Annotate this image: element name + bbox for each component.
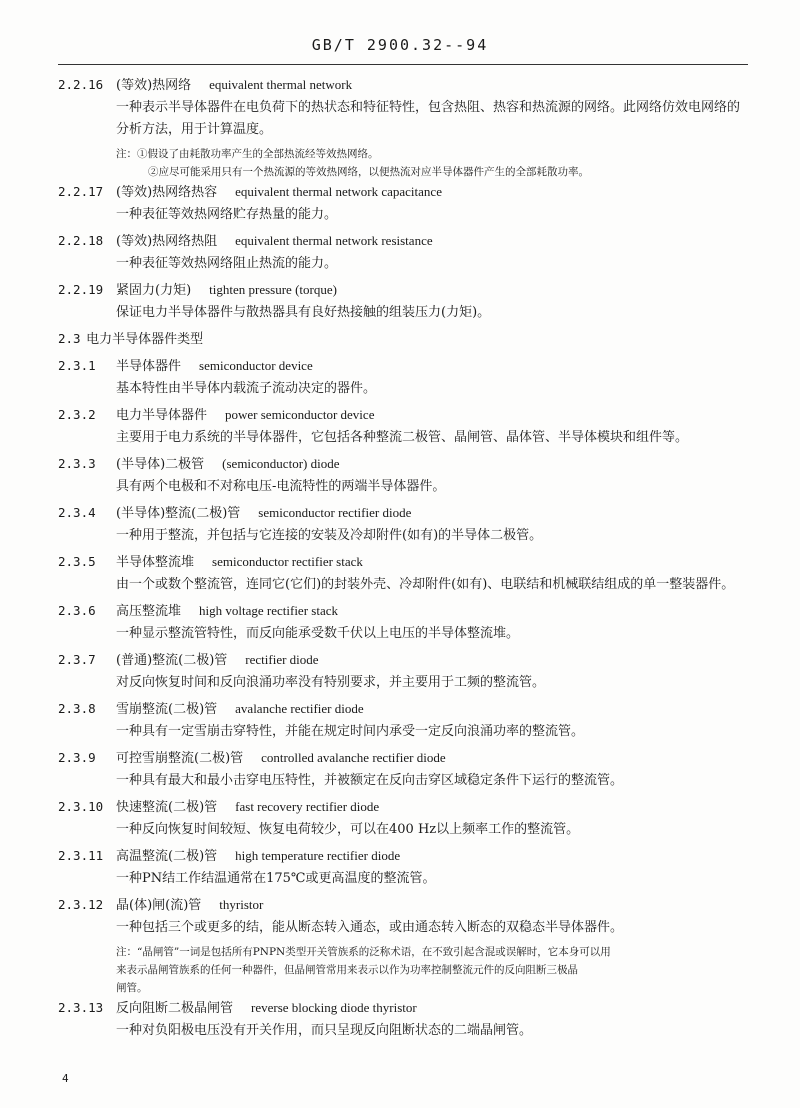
term-definition: 一种表示半导体器件在电负荷下的热状态和特征特性，包含热阻、热容和热流源的网络。此网络仿效电网络的分析方法，用于计算温度。 (116, 100, 741, 137)
term-number: 2.3.4 (58, 505, 96, 520)
term-number: 2.3.12 (58, 897, 104, 912)
note-line: 来表示晶闸管族系的任何一种器件，但晶闸管常用来表示以作为功率控制整流元件的反向阻断三极晶 (116, 964, 578, 976)
term-definition: 一种具有最大和最小击穿电压特性，并被额定在反向击穿区域稳定条件下运行的整流管。 (116, 773, 624, 788)
term-header (58, 453, 748, 476)
term-entry (58, 404, 748, 449)
term-english: equivalent thermal network resistance (235, 233, 433, 248)
note-line: ②应尽可能采用只有一个热流源的等效热网络，以便热流对应半导体器件产生的全部耗散功率。 (148, 166, 589, 178)
term-entry (58, 649, 748, 694)
term-number: 2.3.3 (58, 456, 96, 471)
term-english: semiconductor rectifier stack (212, 554, 363, 569)
term-entry (58, 747, 748, 792)
term-header (58, 502, 748, 525)
term-definition: 保证电力半导体器件与散热器具有良好热接触的组装压力(力矩)。 (116, 305, 491, 320)
term-chinese: 电力半导体器件 (116, 408, 208, 423)
term-header (58, 796, 748, 819)
term-number: 2.3.5 (58, 554, 96, 569)
term-header (58, 997, 748, 1020)
entries-block-c (58, 355, 748, 939)
term-definition: 一种表征等效热网络阻止热流的能力。 (116, 256, 338, 271)
term-chinese: (普通)整流(二极)管 (116, 653, 228, 668)
term-english: high temperature rectifier diode (235, 848, 401, 863)
term-number: 2.2.17 (58, 184, 104, 199)
term-number: 2.2.18 (58, 233, 104, 248)
term-definition: 一种显示整流管特性，而反向能承受数千伏以上电压的半导体整流堆。 (116, 626, 520, 641)
term-entry (58, 74, 748, 141)
term-english: high voltage rectifier stack (199, 603, 338, 618)
term-english: thyristor (219, 897, 264, 912)
term-chinese: 半导体整流堆 (116, 555, 195, 570)
page-number: 4 (62, 1072, 69, 1085)
term-entry (58, 551, 748, 596)
term-chinese: (半导体)整流(二极)管 (116, 506, 241, 521)
term-english: semiconductor device (199, 358, 313, 373)
note-line: 闸管。 (116, 982, 148, 994)
term-definition: 一种具有一定雪崩击穿特性，并能在规定时间内承受一定反向浪涌功率的整流管。 (116, 724, 585, 739)
term-chinese: 半导体器件 (116, 359, 182, 374)
term-entry (58, 502, 748, 547)
term-header (58, 181, 748, 204)
term-entry (58, 600, 748, 645)
term-number: 2.3.13 (58, 1000, 104, 1015)
term-english: fast recovery rectifier diode (235, 799, 380, 814)
term-entry (58, 796, 748, 841)
section-number: 2.3 (58, 331, 81, 346)
term-header (58, 845, 748, 868)
term-chinese: (等效)热网络热容 (116, 185, 218, 200)
term-chinese: 快速整流(二极)管 (116, 800, 218, 815)
term-number: 2.2.19 (58, 282, 104, 297)
term-entry (58, 894, 748, 939)
section-title: 电力半导体器件类型 (86, 332, 204, 347)
term-chinese: 雪崩整流(二极)管 (116, 702, 218, 717)
term-chinese: 晶(体)闸(流)管 (116, 898, 202, 913)
term-number: 2.3.6 (58, 603, 96, 618)
term-definition: 一种反向恢复时间较短、恢复电荷较少，可以在400 Hz以上频率工作的整流管。 (116, 822, 580, 837)
page-header: GB/T 2900.32--94 (311, 36, 489, 54)
term-definition: 一种PN结工作结温通常在175℃或更高温度的整流管。 (116, 871, 436, 886)
term-entry (58, 279, 748, 324)
term-header (58, 894, 748, 917)
term-english: (semiconductor) diode (222, 456, 340, 471)
term-english: avalanche rectifier diode (235, 701, 364, 716)
term-english: equivalent thermal network capacitance (235, 184, 442, 199)
term-definition: 对反向恢复时间和反向浪涌功率没有特别要求，并主要用于工频的整流管。 (116, 675, 546, 690)
term-entry (58, 230, 748, 275)
term-chinese: 高温整流(二极)管 (116, 849, 218, 864)
term-entry (58, 355, 748, 400)
header-rule (58, 64, 748, 65)
term-chinese: (等效)热网络热阻 (116, 234, 218, 249)
term-definition: 主要用于电力系统的半导体器件，它包括各种整流二极管、晶闸管、晶体管、半导体模块和组件等。 (116, 430, 689, 445)
term-header (58, 698, 748, 721)
term-number: 2.3.10 (58, 799, 104, 814)
document-body (58, 74, 748, 1046)
term-number: 2.3.1 (58, 358, 96, 373)
term-chinese: 可控雪崩整流(二极)管 (116, 751, 244, 766)
notes-block (58, 145, 748, 181)
term-english: rectifier diode (245, 652, 319, 667)
term-english: power semiconductor device (225, 407, 375, 422)
section-heading (58, 328, 748, 351)
term-chinese: 高压整流堆 (116, 604, 182, 619)
term-header (58, 74, 748, 97)
term-definition: 一种用于整流，并包括与它连接的安装及冷却附件(如有)的半导体二极管。 (116, 528, 543, 543)
term-chinese: 反向阻断二极晶闸管 (116, 1001, 234, 1016)
term-definition: 由一个或数个整流管，连同它(它们)的封装外壳、冷却附件(如有)、电联结和机械联结组成的单一整装器件。 (116, 577, 735, 592)
term-header (58, 404, 748, 427)
term-entry (58, 453, 748, 498)
term-english: tighten pressure (torque) (209, 282, 337, 297)
term-header (58, 279, 748, 302)
entries-block-a (58, 74, 748, 141)
term-header (58, 355, 748, 378)
note-line: 注：“晶闸管”一词是包括所有PNPN类型开关管族系的泛称术语，在不致引起含混或误解时，它本身可以用 (116, 946, 611, 958)
entries-block-b (58, 181, 748, 324)
term-chinese: 紧固力(力矩) (116, 283, 192, 298)
term-definition: 基本特性由半导体内载流子流动决定的器件。 (116, 381, 377, 396)
term-english: semiconductor rectifier diode (258, 505, 412, 520)
term-number: 2.2.16 (58, 77, 104, 92)
term-english: equivalent thermal network (209, 77, 353, 92)
note2-block (58, 943, 748, 997)
term-header (58, 600, 748, 623)
entries-block-d (58, 997, 748, 1042)
term-english: controlled avalanche rectifier diode (261, 750, 446, 765)
term-chinese: (等效)热网络 (116, 78, 192, 93)
term-header (58, 649, 748, 672)
term-definition: 具有两个电极和不对称电压-电流特性的两端半导体器件。 (116, 479, 446, 494)
term-number: 2.3.9 (58, 750, 96, 765)
term-definition: 一种表征等效热网络贮存热量的能力。 (116, 207, 338, 222)
note-line: 注：①假设了由耗散功率产生的全部热流经等效热网络。 (116, 148, 379, 160)
term-number: 2.3.2 (58, 407, 96, 422)
term-number: 2.3.7 (58, 652, 96, 667)
term-entry (58, 845, 748, 890)
term-entry (58, 698, 748, 743)
term-header (58, 747, 748, 770)
term-definition: 一种对负阳极电压没有开关作用，而只呈现反向阻断状态的二端晶闸管。 (116, 1023, 533, 1038)
term-chinese: (半导体)二极管 (116, 457, 205, 472)
term-entry (58, 181, 748, 226)
term-header (58, 551, 748, 574)
term-definition: 一种包括三个或更多的结，能从断态转入通态，或由通态转入断态的双稳态半导体器件。 (116, 920, 624, 935)
term-number: 2.3.8 (58, 701, 96, 716)
term-english: reverse blocking diode thyristor (251, 1000, 417, 1015)
term-entry (58, 997, 748, 1042)
term-number: 2.3.11 (58, 848, 104, 863)
term-header (58, 230, 748, 253)
